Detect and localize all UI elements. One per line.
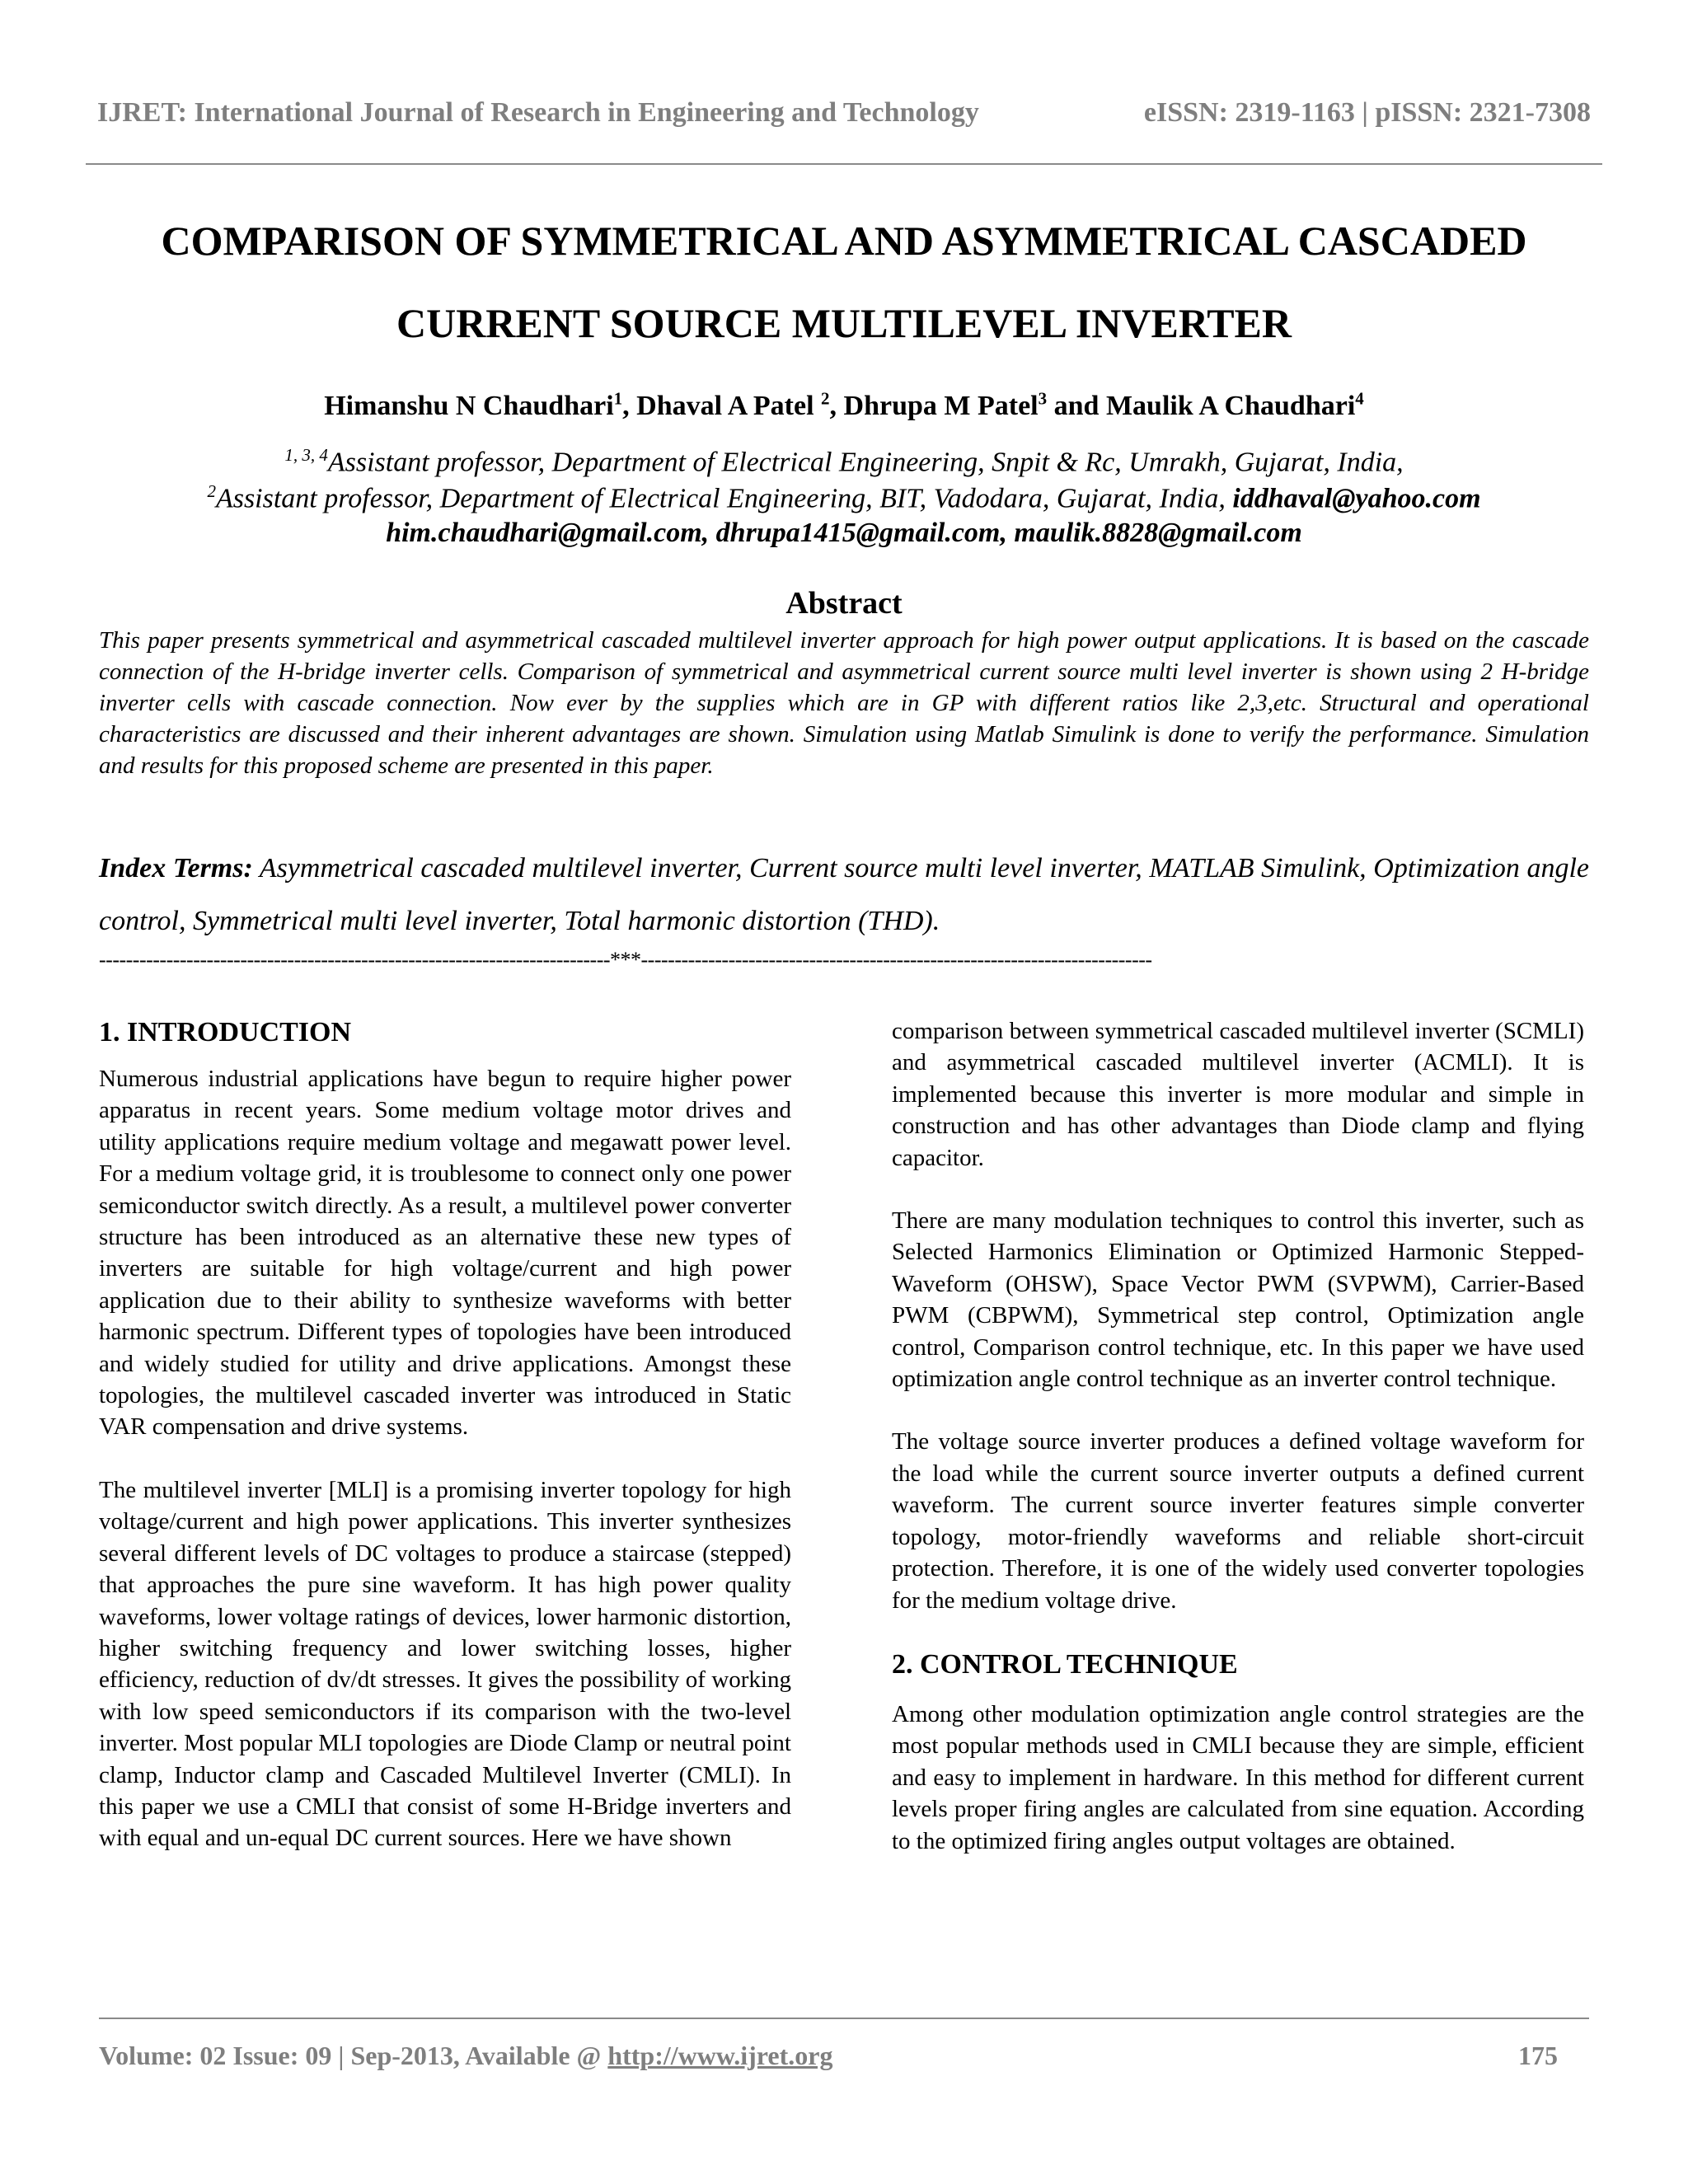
email-link[interactable]: iddhaval@yahoo.com xyxy=(1232,483,1481,514)
author-4: Maulik A Chaudhari$^4$ xyxy=(1105,389,1364,422)
right-column xyxy=(892,1015,1584,1888)
section-separator: ----------------------------------------------------------------------------***---------------------------------------------------------------------------- xyxy=(99,948,1152,972)
right-paragraph-2: There are many modulation techniques to control this inverter, such as Selected Harmonics Elimination or Optimized Harmonic Stepped-Waveform (OHSW), Space Vector PWM (SVPWM), Carrier-Based PWM (CBPWM), Symmetrical step control, Optimization angle control, Comparison control technique, etc. In this paper we have used optimization angle control technique as an inverter control technique. xyxy=(892,1207,1584,1393)
right-paragraph-1: comparison between symmetrical cascaded multilevel inverter (SCMLI) and asymmetrical cascaded multilevel inverter (ACMLI). It is implemented because this inverter is more modular and simple in construction and has other advantages than Diode clamp and flying capacitor. xyxy=(892,1018,1584,1171)
issn: eISSN: 2319-1163 | pISSN: 2321-7308 xyxy=(1143,97,1591,128)
abstract-heading: Abstract xyxy=(785,586,903,621)
paper-title xyxy=(82,199,1606,364)
intro-paragraph-1: Numerous industrial applications have begun to require higher power apparatus in recent years. Some medium voltage motor drives and utility applications require medium voltage and megawatt power level. For a medium voltage grid, it is troublesome to connect only one power semiconductor switch directly. As a result, a multilevel power converter structure has been introduced as an alternative these new types of inverters are suitable for high voltage/current and high power application due to their ability to synthesize waveforms with better harmonic spectrum. Different types of topologies have been introduced and widely studied for utility and drive applications. Amongst these topologies, the multilevel cascaded inverter was introduced in Static VAR compensation and drive systems. xyxy=(99,1066,791,1441)
control-technique-heading: 2. CONTROL TECHNIQUE xyxy=(892,1648,1238,1680)
title-line-1: COMPARISON OF SYMMETRICAL AND ASYMMETRICAL CASCADED xyxy=(161,218,1527,264)
journal-name: IJRET: International Journal of Research in Engineering and Technology xyxy=(97,97,979,128)
control-paragraph-1: Among other modulation optimization angle control strategies are the most popular methods used in CMLI because they are simple, efficient and easy to implement in hardware. In this method for different current levels proper firing angles are calculated from sine equation. According to the optimized firing angles output voltages are obtained. xyxy=(892,1700,1584,1854)
running-footer xyxy=(99,2041,1558,2071)
journal-url-link[interactable]: http://www.ijret.org xyxy=(607,2041,833,2070)
author-2: Dhaval A Patel $^2$, xyxy=(636,389,844,422)
running-header xyxy=(97,97,1591,129)
index-terms-text: Asymmetrical cascaded multilevel inverter, Current source multi level inverter, MATLAB Simulink, Optimization angle control, Symmetrical multi level inverter, Total harmonic distortion (THD). xyxy=(99,853,1589,936)
volume-info: Volume: 02 Issue: 09 | Sep-2013, Available @ http://www.ijret.org xyxy=(99,2041,833,2070)
affiliation-2: $^2$Assistant professor, Department of Electrical Engineering, BIT, Vadodara, Gujarat, India, iddhaval@yahoo.com xyxy=(207,481,1481,514)
index-terms xyxy=(99,842,1589,948)
footer-rule xyxy=(99,2018,1589,2019)
author-1: Himanshu N Chaudhari$^1$, xyxy=(324,389,637,422)
right-paragraph-3: The voltage source inverter produces a defined voltage waveform for the load while the current source inverter outputs a defined current waveform. The current source inverter features simple converter topology, motor-friendly waveforms and reliable short-circuit protection. Therefore, it is one of the widely used converter topologies for the medium voltage drive. xyxy=(892,1428,1584,1614)
page-number: 175 xyxy=(1518,2041,1558,2070)
title-line-2: CURRENT SOURCE MULTILEVEL INVERTER xyxy=(396,300,1292,346)
author-3: Dhrupa M Patel$^3$ and xyxy=(843,389,1106,422)
author-emails[interactable]: him.chaudhari@gmail.com, dhrupa1415@gmail.com, maulik.8828@gmail.com xyxy=(386,518,1302,548)
left-column xyxy=(99,1015,791,1886)
affiliation-1: $^{1, 3, 4}$Assistant professor, Department of Electrical Engineering, Snpit & Rc, Umrakh, Gujarat, India, xyxy=(284,445,1404,478)
author-list xyxy=(82,389,1606,422)
introduction-heading: 1. INTRODUCTION xyxy=(99,1017,352,1047)
index-terms-label: Index Terms: xyxy=(99,853,253,883)
abstract-text: This paper presents symmetrical and asymmetrical cascaded multilevel inverter approach for high power output applications. It is based on the cascade connection of the H-bridge inverter cells. Comparison of symmetrical and asymmetrical current source multi level inverter is shown using 2 H-bridge inverter cells with cascade connection. Now ever by the supplies which are in GP with different ratios like 2,3,etc. Structural and operational characteristics are discussed and their inherent advantages are shown. Simulation using Matlab Simulink is done to verify the performance. Simulation and results for this proposed scheme are presented in this paper. xyxy=(99,627,1589,779)
header-rule xyxy=(86,163,1602,165)
intro-paragraph-2: The multilevel inverter [MLI] is a promising inverter topology for high voltage/current and high power applications. This inverter synthesizes several different levels of DC voltages to produce a staircase (stepped) that approaches the pure sine waveform. It has high power quality waveforms, lower voltage ratings of devices, lower harmonic distortion, higher switching frequency and lower switching losses, higher efficiency, reduction of dv/dt stresses. It gives the possibility of working with low speed semiconductors if its comparison with the two-level inverter. Most popular MLI topologies are Diode Clamp or neutral point clamp, Inductor clamp and Cascaded Multilevel Inverter (CMLI). In this paper we use a CMLI that consist of some H-Bridge inverters and with equal and un-equal DC current sources. Here we have shown xyxy=(99,1476,791,1852)
